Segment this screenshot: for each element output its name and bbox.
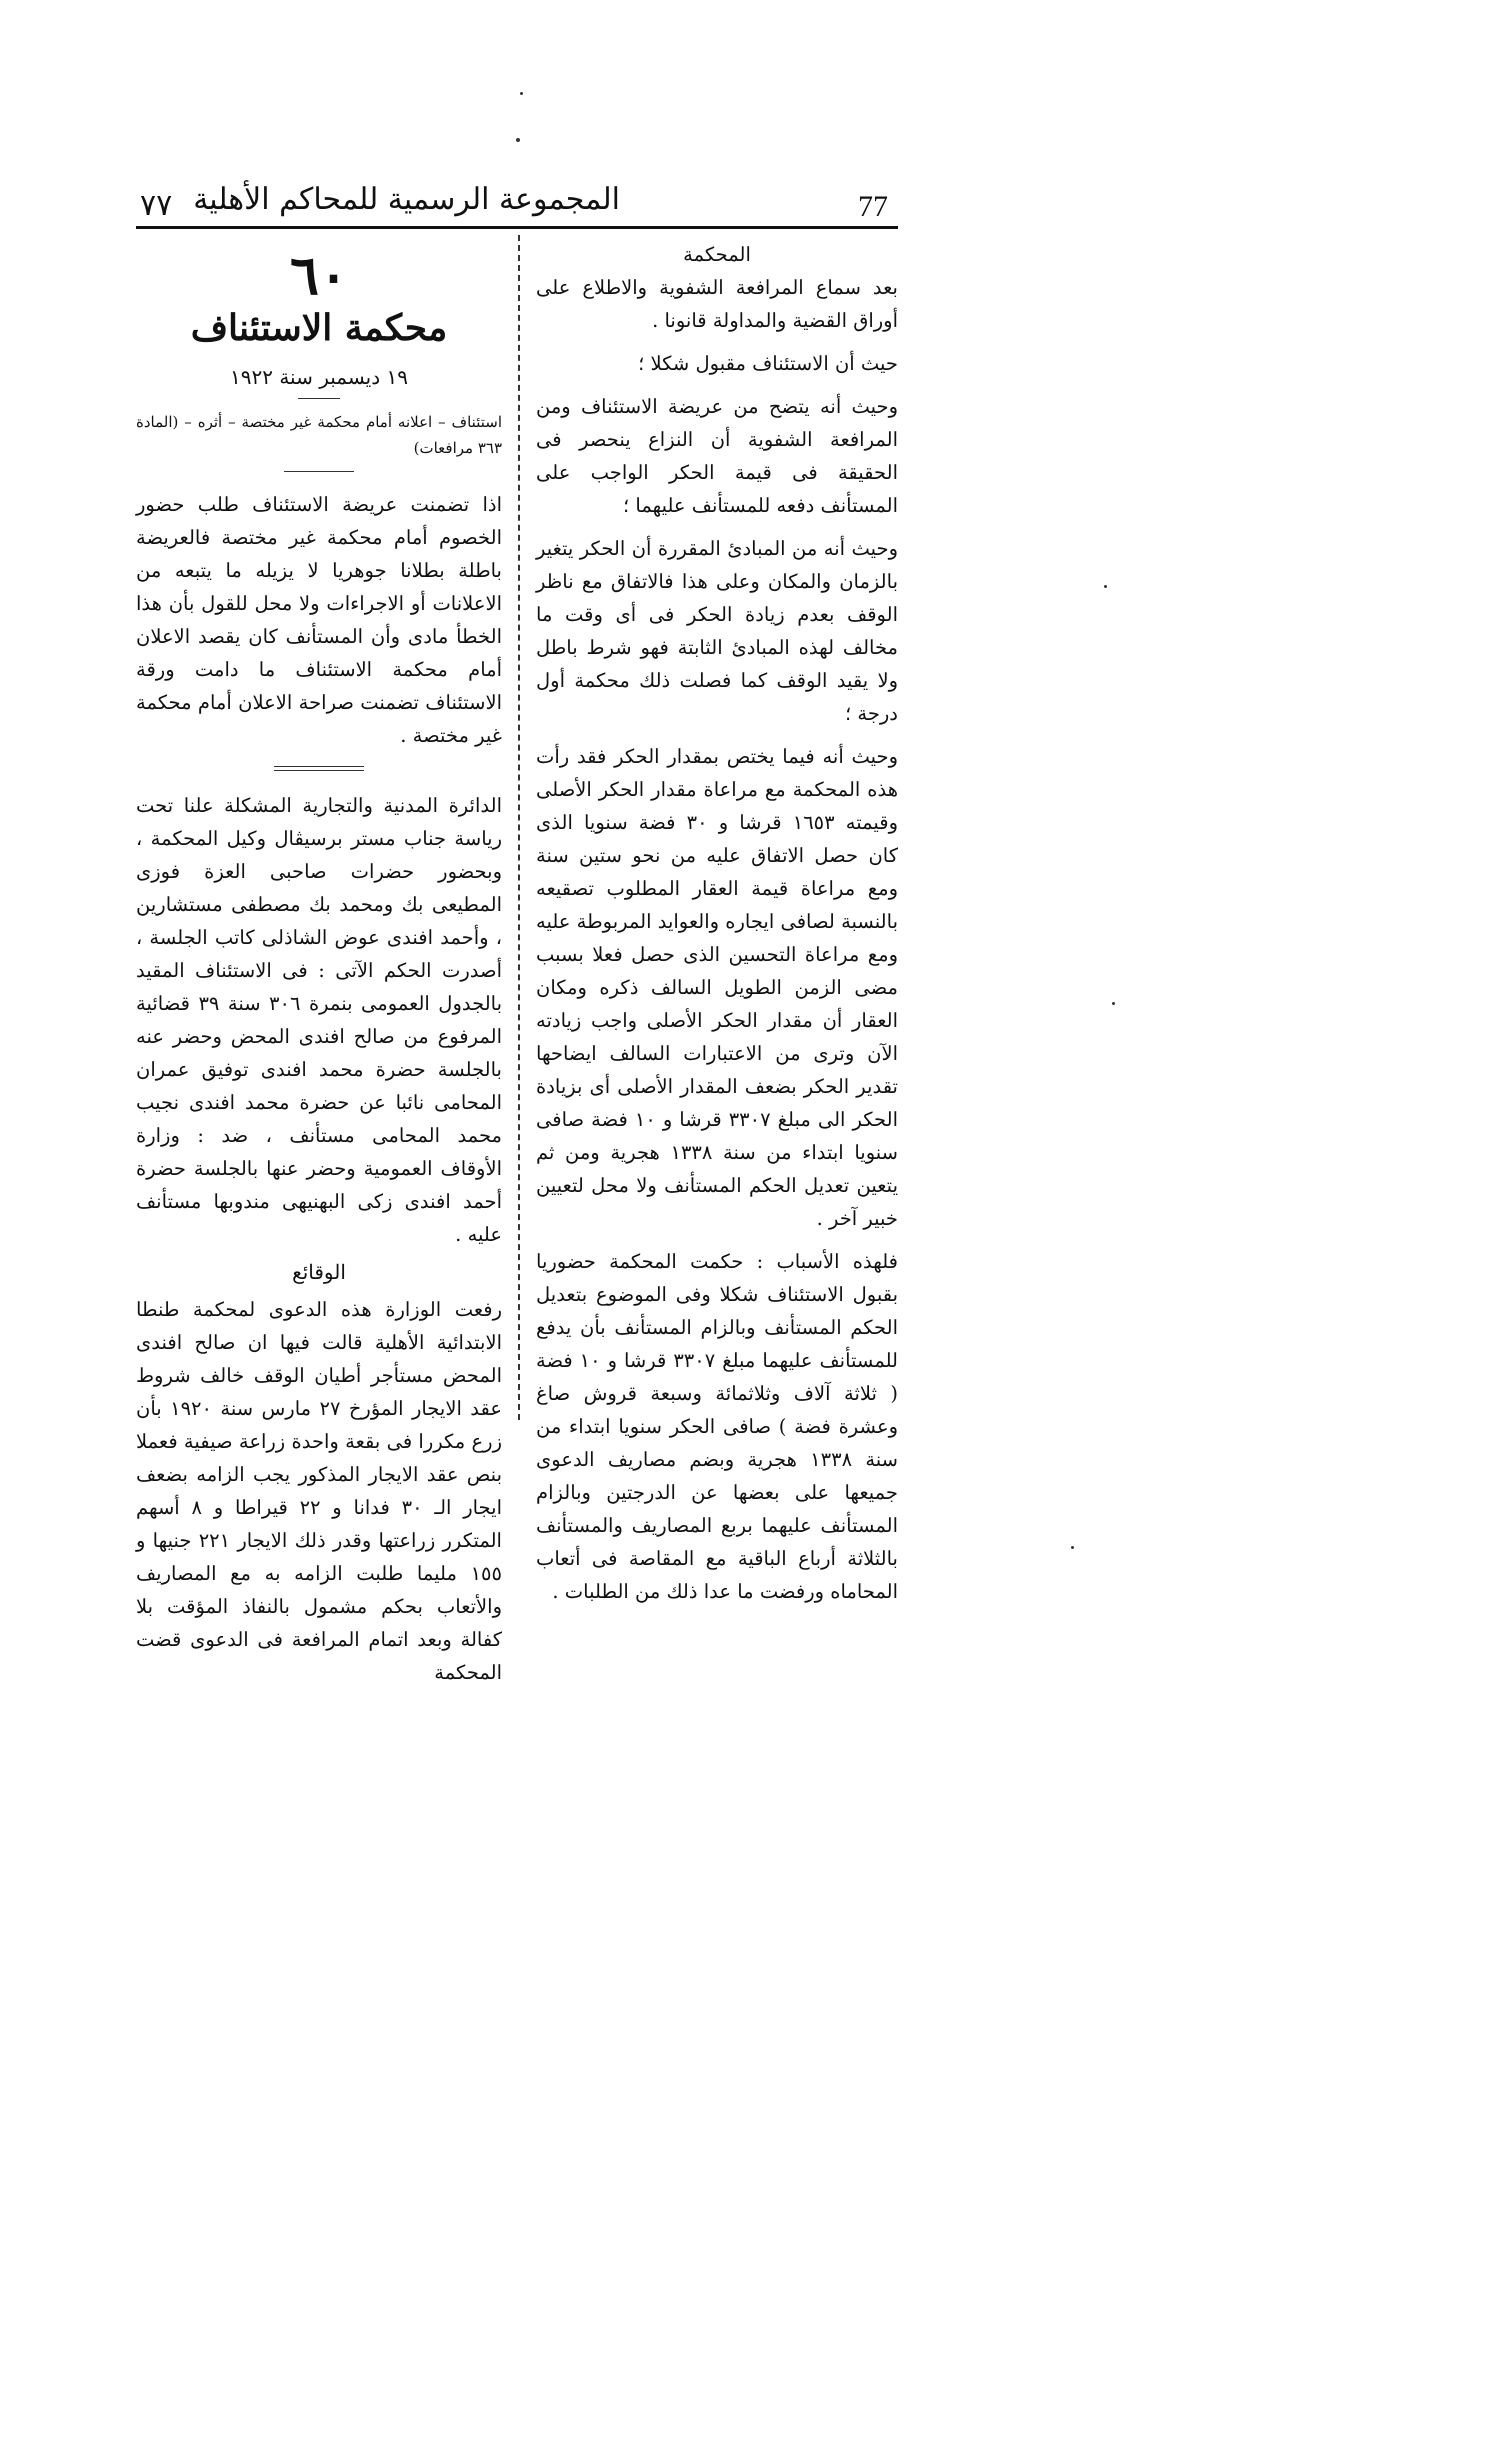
page-number-left: ٧٧ xyxy=(140,188,173,223)
paragraph: حيث أن الاستئناف مقبول شكلا ؛ xyxy=(638,352,898,375)
facts-heading: الوقائع xyxy=(292,1260,346,1284)
page-number-right: 77 xyxy=(858,190,888,223)
header-rule xyxy=(136,226,898,229)
preamble: الدائرة المدنية والتجارية المشكلة علنا تحت رياسة جناب مستر برسيڤال وكيل المحكمة ، وبحضور حضرات صاحبى العزة فوزى المطيعى بك ومحمد بك مصطفى مستشارين ، وأحمد افندى عوض الشاذلى كاتب الجلسة ، أصدرت الحكم الآتى : فى الاستئناف المقيد بالجدول العمومى بنمرة ٣٠٦ سنة ٣٩ قضائية المرفوع من صالح افندى المحض وحضر عنه بالجلسة حضرة محمد افندى توفيق عمران المحامى نائبا عن حضرة محمد افندى نجيب محمد المحامى مستأنف ، ضد : وزارة الأوقاف العمومية وحضر عنها بالجلسة حضرة أحمد افندى زكى البهنيهى مندوبها مستأنف عليه . xyxy=(136,794,503,1246)
paragraph: وحيث أنه فيما يختص بمقدار الحكر فقد رأت هذه المحكمة مع مراعاة مقدار الحكر الأصلى وقيمته ١٦٥٣ قرشا و ٣٠ فضة سنويا الذى كان حصل الاتفاق عليه من نحو ستين سنة ومع مراعاة قيمة العقار المطلوب تصقيعه بالنسبة لصافى ايجاره والعوايد المربوطة عليه ومع مراعاة التحسين الذى حصل فعلا بسبب مضى الزمن الطويل السالف ذكره ومكان العقار أن مقدار الحكر الأصلى واجب زيادته الآن وترى من الاعتبارات السالف ايضاحها تقدير الحكر بضعف المقدار الأصلى أى بزيادة الحكر الى مبلغ ٣٣٠٧ قرشا و ١٠ فضة صافى سنويا ابتداء من سنة ١٣٣٨ هجرية ومن ثم يتعين تعديل الحكم المستأنف ولا محل لتعيين خبير آخر . xyxy=(536,745,899,1230)
column-divider xyxy=(518,235,520,1420)
paragraph: وحيث أنه يتضح من عريضة الاستئناف ومن المرافعة الشفوية أن النزاع ينحصر فى الحقيقة فى قيمة الحكر الواجب على المستأنف دفعه للمستأنف عليهما ؛ xyxy=(536,395,898,517)
case-number: ٦٠ xyxy=(289,243,348,307)
keywords: استئناف – اعلانه أمام محكمة غير مختصة – أثره – (المادة ٣٦٣ مرافعات) xyxy=(136,413,502,457)
case-date: ١٩ ديسمبر سنة ١٩٢٢ xyxy=(230,365,408,389)
paragraph: وحيث أنه من المبادئ المقررة أن الحكر يتغير بالزمان والمكان وعلى هذا فالاتفاق مع ناظر الوقف بعدم زيادة الحكر فى أى وقت ما مخالف لهذه المبادئ الثابتة فهو شرط باطل ولا يقيد الوقف كما فصلت ذلك محكمة أول درجة ؛ xyxy=(536,537,898,725)
scan-speck xyxy=(1112,1002,1115,1005)
running-title: المجموعة الرسمية للمحاكم الأهلية xyxy=(193,182,620,217)
paragraph: بعد سماع المرافعة الشفوية والاطلاع على أوراق القضية والمداولة قانونا . xyxy=(536,276,898,332)
scan-speck xyxy=(1071,1546,1074,1549)
date-rule xyxy=(298,398,340,399)
scan-speck xyxy=(516,138,520,142)
scan-speck xyxy=(1104,585,1107,588)
keywords-rule xyxy=(284,471,354,472)
scan-speck xyxy=(520,92,523,95)
court-heading: المحكمة xyxy=(683,243,751,266)
right-column xyxy=(536,238,898,1608)
ruling-paragraph: فلهذه الأسباب : حكمت المحكمة حضوريا بقبول الاستئناف شكلا وفى الموضوع بتعديل الحكم المستأنف وبالزام المستأنف بأن يدفع للمستأنف عليهما مبلغ ٣٣٠٧ قرشا و ١٠ فضة ( ثلاثة آلاف وثلاثمائة وسبعة قروش صاغ وعشرة فضة ) صافى الحكر سنويا ابتداء من سنة ١٣٣٨ هجرية وبضم مصاريف الدعوى جميعها على بعضها عن الدرجتين وبالزام المستأنف عليهما بربع المصاريف والمستأنف بالثلاثة أرباع الباقية مع المقاصة فى أتعاب المحاماه ورفضت ما عدا ذلك من الطلبات . xyxy=(536,1250,898,1603)
facts: رفعت الوزارة هذه الدعوى لمحكمة طنطا الابتدائية الأهلية قالت فيها ان صالح افندى المحض مستأجر أطيان الوقف خالف شروط عقد الايجار المؤرخ ٢٧ مارس سنة ١٩٢٠ بأن زرع مكررا فى بقعة واحدة زراعة صيفية فعملا بنص عقد الايجار المذكور يجب الزامه بضعف ايجار الـ ٣٠ فدانا و ٢٢ قيراطا و ٨ أسهم المتكرر زراعتها وقدر ذلك الايجار ٢٢١ جنيها و ١٥٥ مليما طلبت الزامه به مع المصاريف والأتعاب بحكم مشمول بالنفاذ المؤقت بلا كفالة وبعد اتمام المرافعة فى الدعوى قضت المحكمة xyxy=(136,1298,502,1684)
section-rule xyxy=(274,766,364,771)
headnote: اذا تضمنت عريضة الاستئناف طلب حضور الخصوم أمام محكمة غير مختصة فالعريضة باطلة بطلانا جوهريا لا يزيله ما يتبعه من الاعلانات أو الاجراءات ولا محل للقول بأن هذا الخطأ مادى وأن المستأنف كان يقصد الاعلان أمام محكمة الاستئناف ما دامت ورقة الاستئناف تضمنت صراحة الاعلان أمام محكمة غير مختصة . xyxy=(136,493,502,747)
court-title: محكمة الاستئناف xyxy=(190,307,448,349)
left-column xyxy=(136,238,502,1689)
